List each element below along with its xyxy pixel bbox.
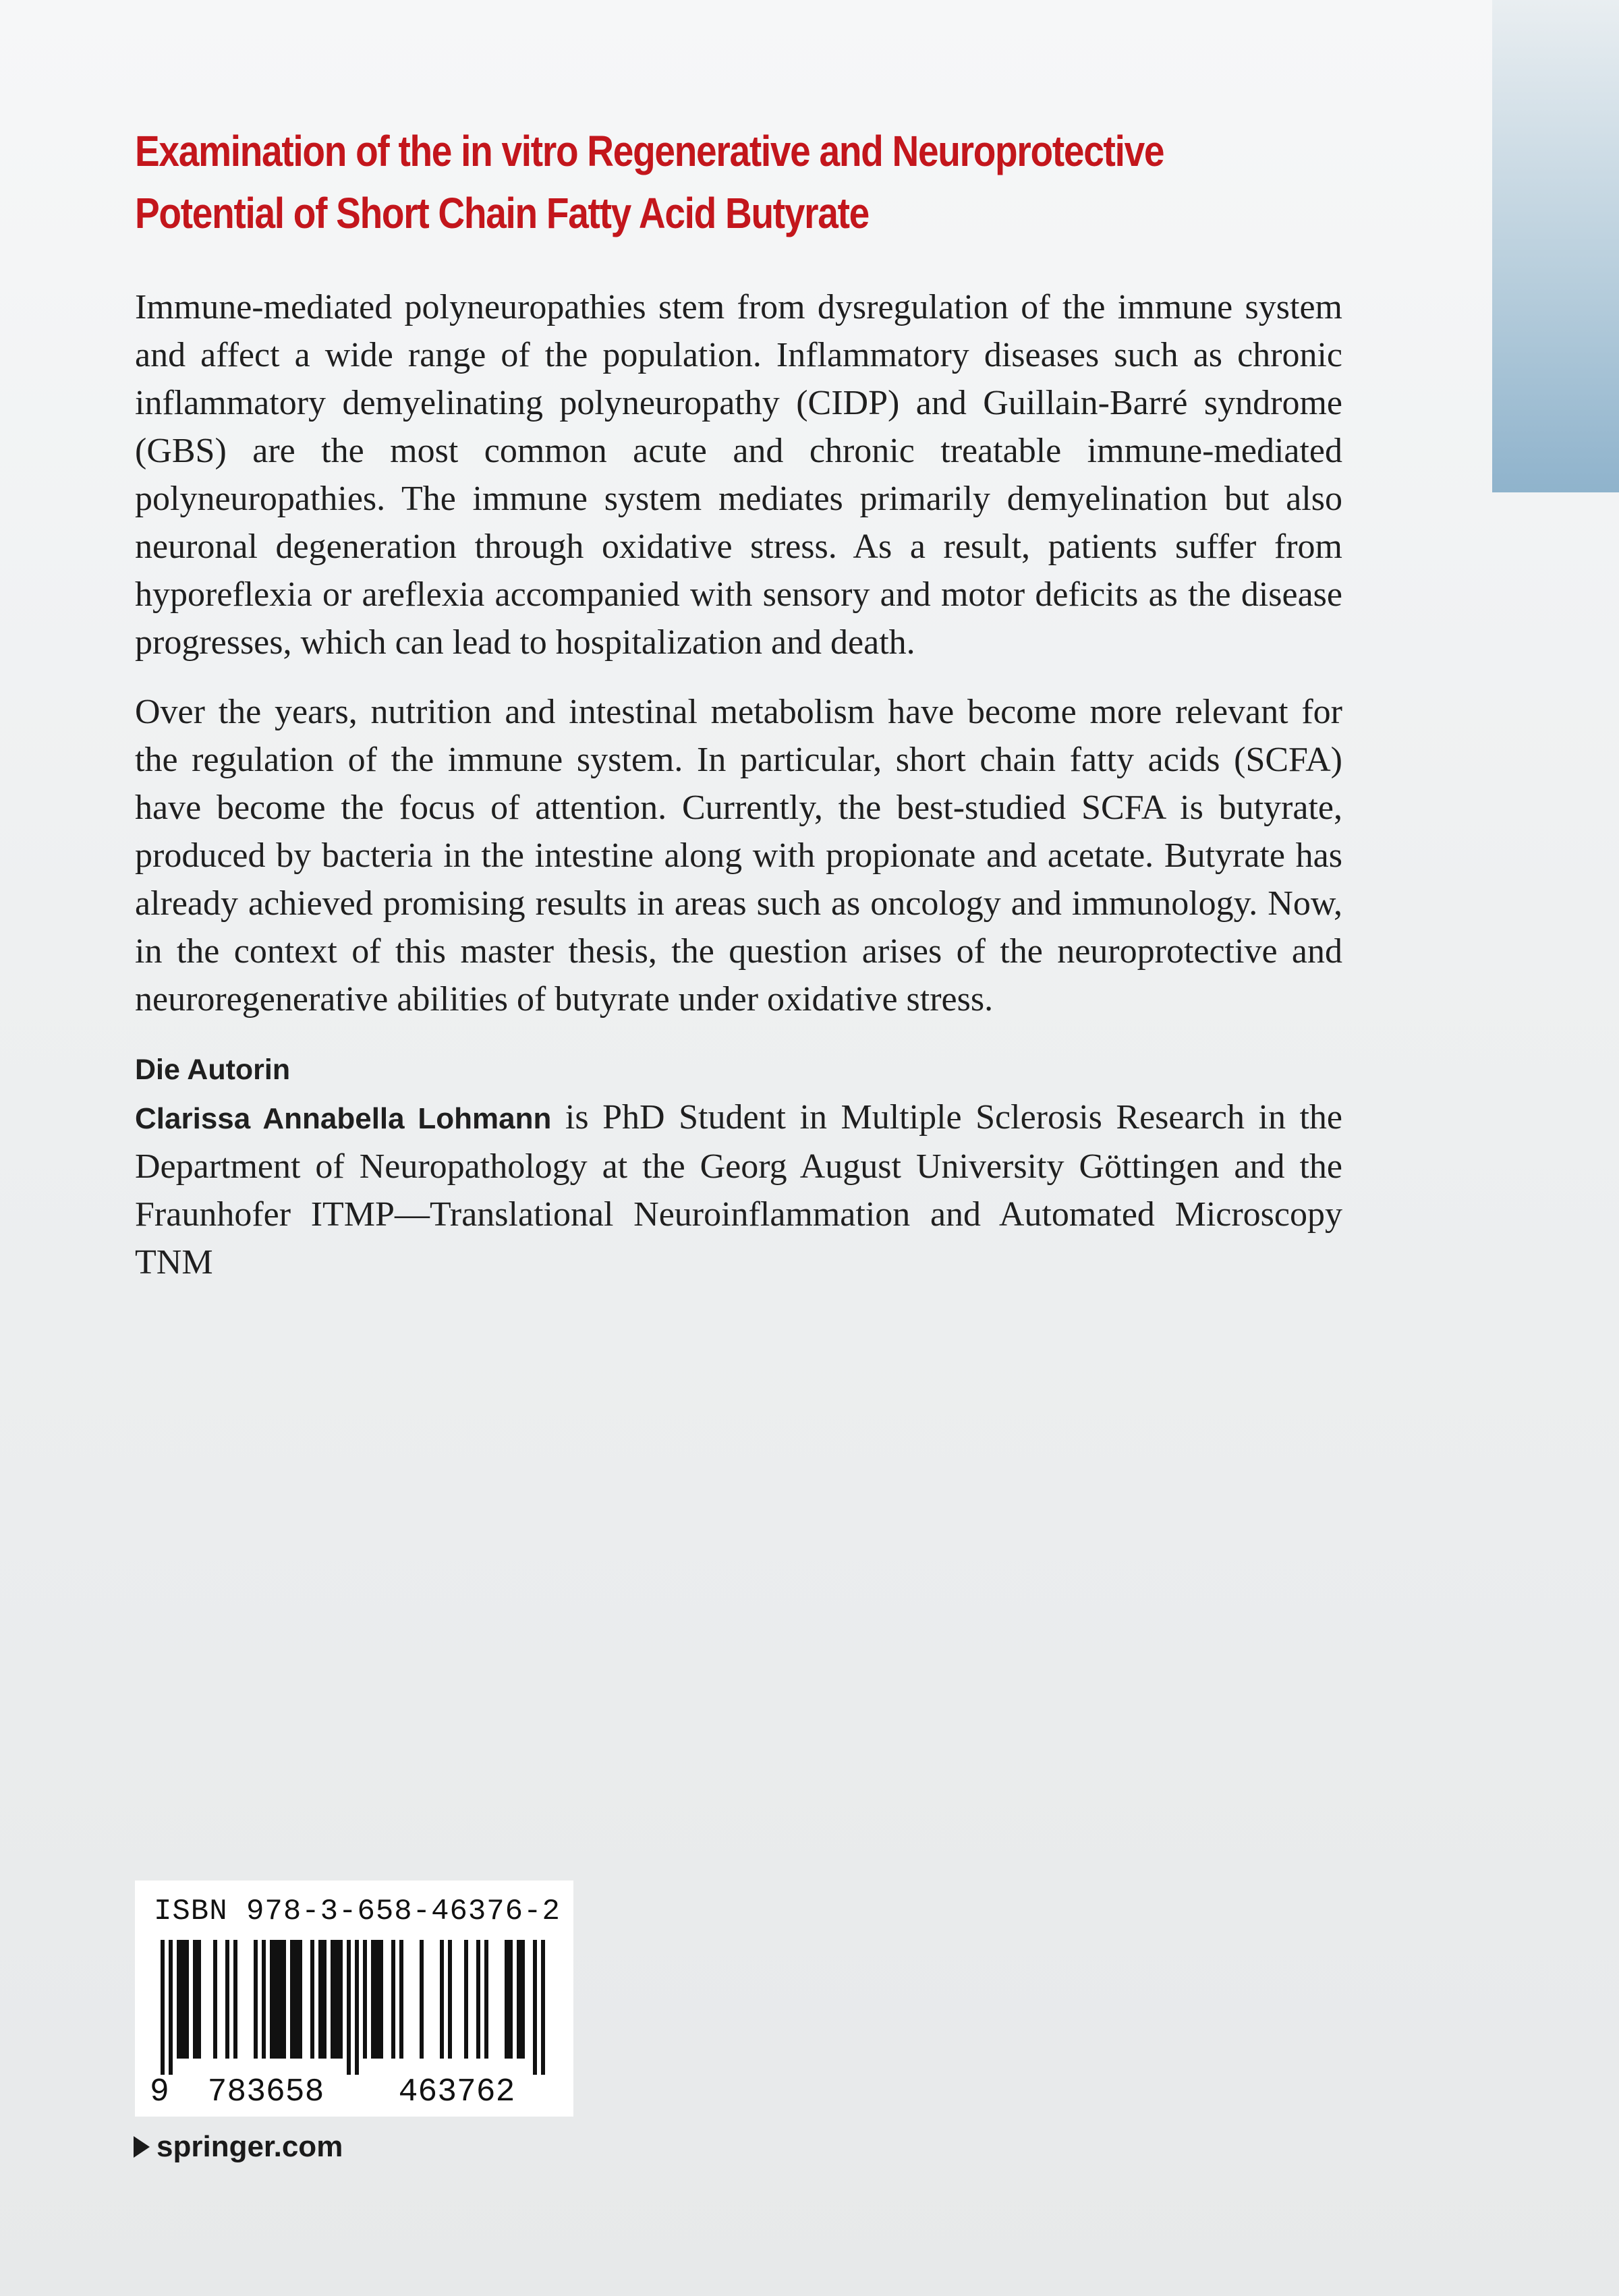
ean-left-digits: 783658 — [177, 2075, 355, 2110]
barcode-bar — [270, 1940, 274, 2059]
ean-right-digits: 463762 — [366, 2075, 548, 2110]
barcode-bar — [177, 1940, 181, 2059]
back-cover-content — [135, 120, 1342, 1286]
barcode-bar — [254, 1940, 258, 2059]
barcode-guard-bar — [161, 1940, 165, 2075]
barcode-bar — [290, 1940, 294, 2059]
barcode-bar — [185, 1940, 189, 2059]
triangle-arrow-icon — [134, 2136, 150, 2158]
isbn-barcode-box — [135, 1881, 573, 2117]
author-bio — [135, 1093, 1342, 1286]
barcode-guard-bar — [355, 1940, 359, 2075]
barcode-bar — [448, 1940, 452, 2059]
barcode-bar — [193, 1940, 197, 2059]
author-heading: Die Autorin — [135, 1054, 291, 1086]
barcode-bar — [440, 1940, 444, 2059]
barcode-bar — [322, 1940, 326, 2059]
barcode-bar — [181, 1940, 185, 2059]
abstract-paragraph-1: Immune-mediated polyneuropathies stem from dysregulation of the immune system and affect a wide range of the population. Inflammatory diseases such as chronic inflammatory demyelinating polyneuropathy (CIDP) and Guillain-Barré syndrome (GBS) are the most common acute and chronic treatable immune-mediated polyneuropathies. The immune system mediates primarily demyelination but also neuronal degeneration through oxidative stress. As a result, patients suffer from hyporeflexia or areflexia accompanied with sensory and motor deficits as the disease progresses, which can lead to hospitalization and death. — [135, 288, 1342, 662]
barcode-bar — [339, 1940, 343, 2059]
barcode-guard-bar — [533, 1940, 537, 2075]
barcode-guard-bar — [169, 1940, 173, 2075]
barcode-bar — [464, 1940, 468, 2059]
author-bio-text: is PhD Student in Multiple Sclerosis Research in the Department of Neuropathology at the Georg August University Göttingen and the Fraunhofer ITMP—Translational Neuroinflammation and Automated Microscopy TNM — [135, 1098, 1343, 1282]
barcode — [148, 1940, 560, 2075]
barcode-guard-bar — [347, 1940, 351, 2075]
barcode-bar — [484, 1940, 488, 2059]
barcode-bar — [294, 1940, 298, 2059]
barcode-bar — [420, 1940, 424, 2059]
barcode-bar — [298, 1940, 302, 2059]
barcode-bar — [399, 1940, 403, 2059]
barcode-bar — [274, 1940, 278, 2059]
barcode-bar — [310, 1940, 314, 2059]
barcode-bar — [517, 1940, 521, 2059]
barcode-bar — [197, 1940, 201, 2059]
barcode-bar — [521, 1940, 525, 2059]
publisher-link[interactable] — [134, 2130, 343, 2164]
barcode-bar — [379, 1940, 383, 2059]
barcode-bar — [391, 1940, 395, 2059]
barcode-bar — [282, 1940, 286, 2059]
barcode-bar — [331, 1940, 335, 2059]
barcode-bar — [225, 1940, 229, 2059]
barcode-bar — [213, 1940, 217, 2059]
cover-side-tab — [1492, 0, 1619, 492]
abstract-paragraph-2: Over the years, nutrition and intestinal metabolism have become more relevant for the regulation of the immune system. In particular, short chain fatty acids (SCFA) have become the focus of attention. Currently, the best-studied SCFA is butyrate, produced by bacteria in the intestine along with propionate and acetate. Butyrate has already achieved promising results in areas such as oncology and immunology. Now, in the context of this master thesis, the question arises of the neuroprotective and neuroregenerative abilities of butyrate under oxidative stress. — [135, 693, 1342, 1018]
barcode-bar — [335, 1940, 339, 2059]
book-title — [135, 120, 1342, 244]
author-name: Clarissa Annabella Lohmann — [135, 1102, 552, 1135]
isbn-label: ISBN 978-3-658-46376-2 — [154, 1895, 561, 1928]
barcode-bar — [363, 1940, 367, 2059]
barcode-bar — [318, 1940, 322, 2059]
publisher-url: springer.com — [157, 2130, 343, 2163]
barcode-bar — [375, 1940, 379, 2059]
barcode-bar — [476, 1940, 480, 2059]
barcode-bar — [233, 1940, 237, 2059]
barcode-bar — [278, 1940, 282, 2059]
barcode-guard-bar — [541, 1940, 545, 2075]
book-title-line-1: Examination of the in vitro Regenerative and Neuroprotective — [135, 127, 1164, 175]
ean-first-digit: 9 — [150, 2074, 169, 2111]
book-title-line-2: Potential of Short Chain Fatty Acid Butyrate — [135, 189, 869, 237]
barcode-bar — [262, 1940, 266, 2059]
barcode-bar — [371, 1940, 375, 2059]
barcode-bar — [509, 1940, 513, 2059]
barcode-bar — [505, 1940, 509, 2059]
